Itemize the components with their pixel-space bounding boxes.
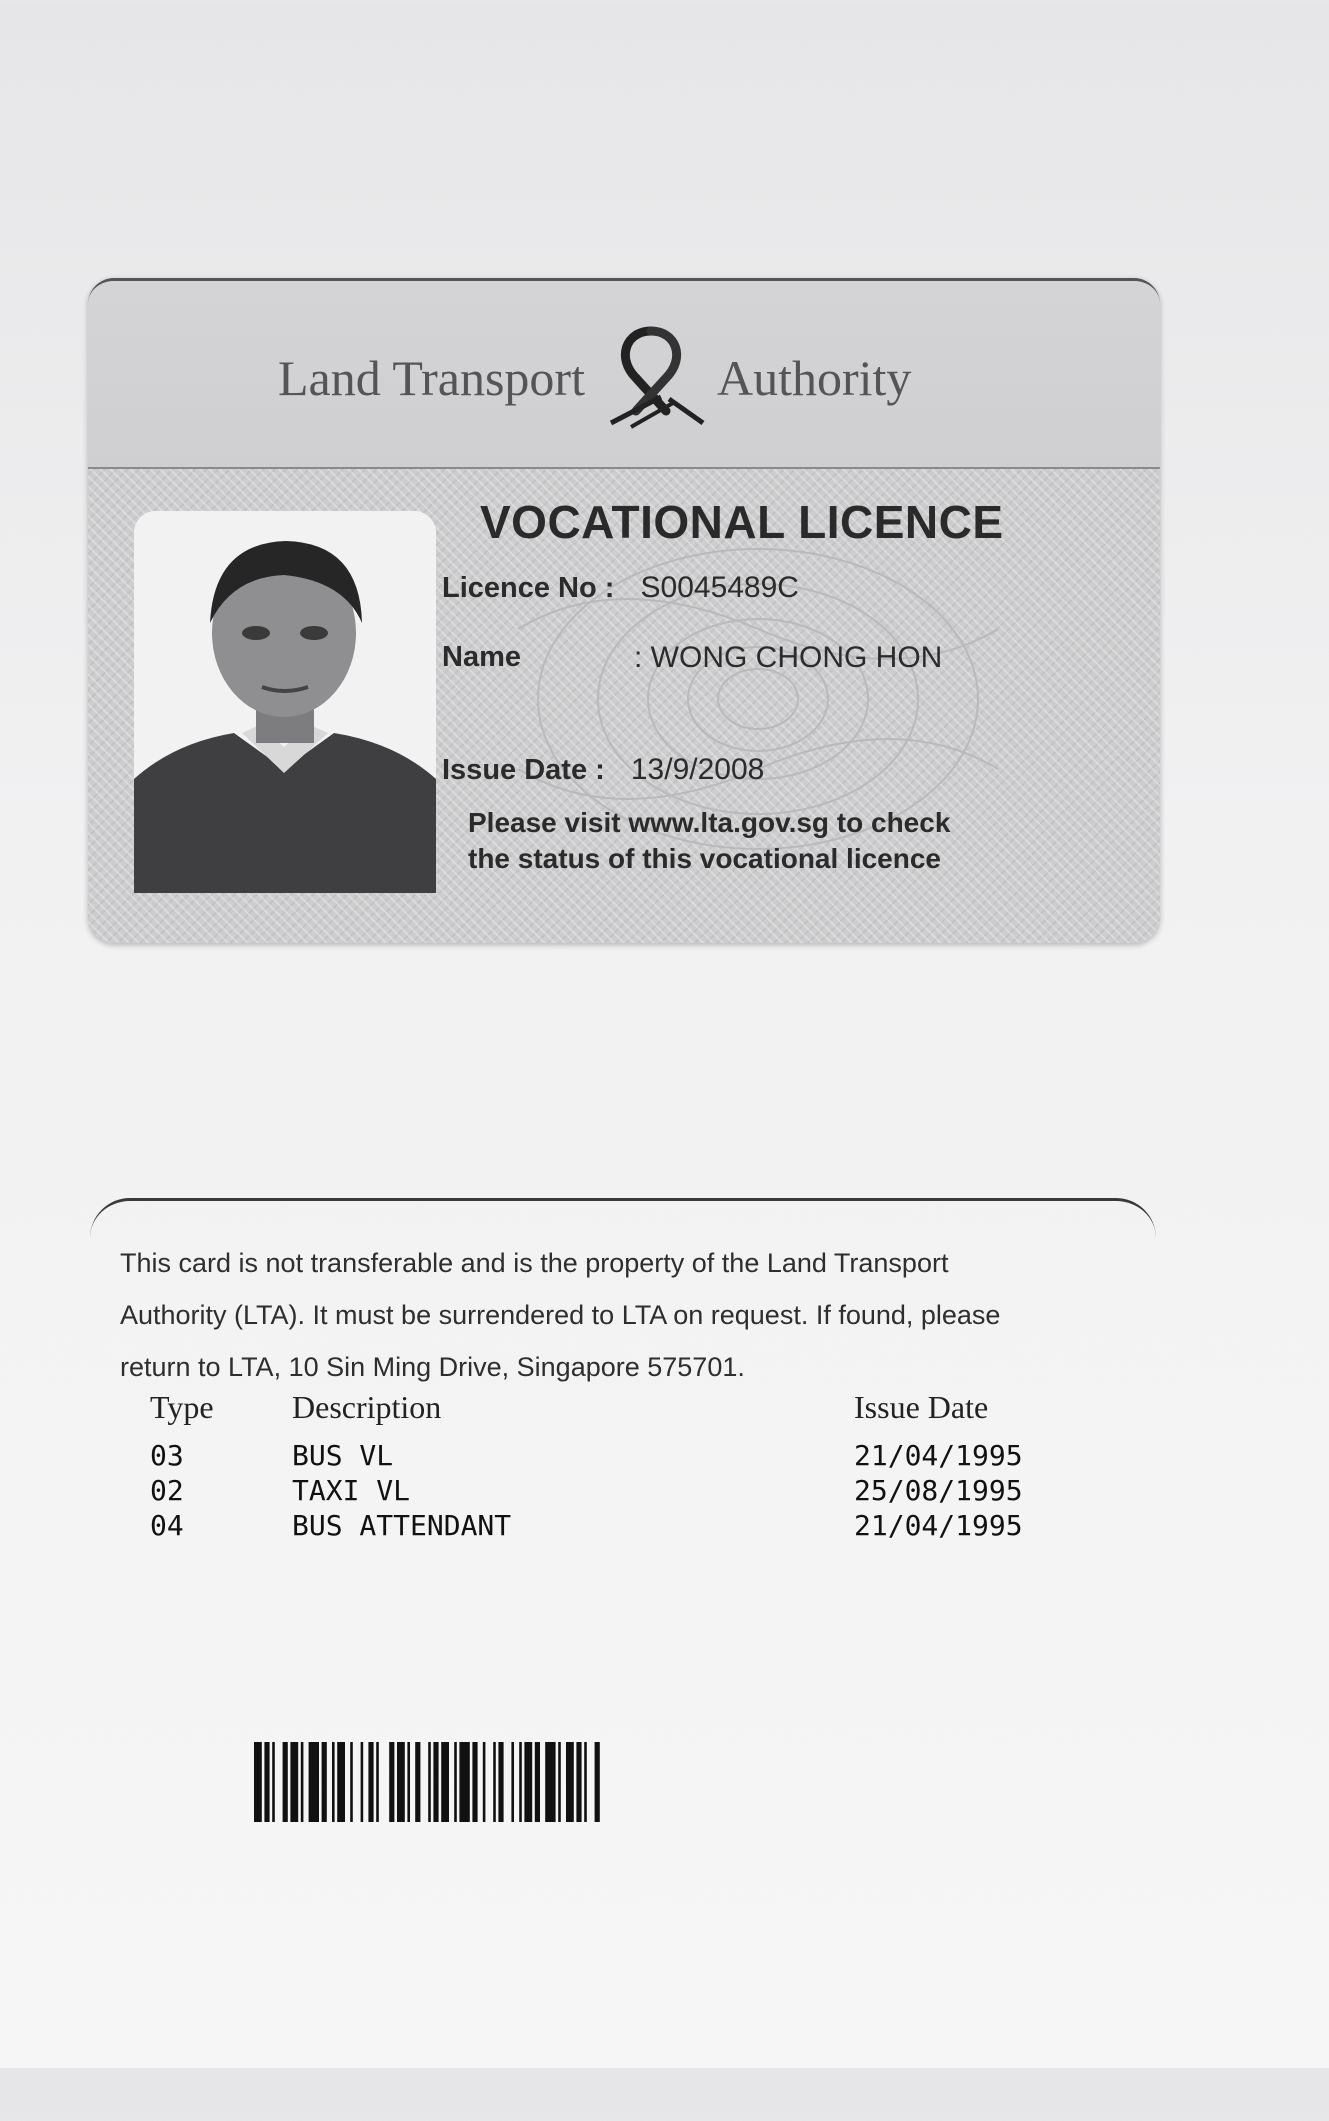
barcode-bar: [576, 1742, 581, 1822]
card-header: [88, 281, 1160, 469]
name-value: : WONG CHONG HON: [634, 641, 943, 674]
barcode-bar: [322, 1742, 327, 1822]
barcode-bar: [433, 1742, 438, 1822]
barcode-bar: [350, 1742, 353, 1822]
barcode-bar: [337, 1742, 345, 1822]
licence-card-front: [88, 278, 1160, 943]
holder-photo: [134, 511, 436, 893]
terms-line: Authority (LTA). It must be surrendered to LTA on request. If found, please: [120, 1300, 1001, 1330]
row-description: BUS ATTENDANT: [292, 1509, 512, 1542]
card-body: [88, 469, 1160, 943]
barcode-bar: [472, 1742, 477, 1822]
barcode-bar: [566, 1742, 574, 1822]
row-issue-date: 21/04/1995: [854, 1439, 1023, 1472]
notice-line: the status of this vocational licence: [468, 843, 942, 874]
lta-logo: [278, 323, 998, 433]
lta-ribbon-icon: [591, 323, 711, 433]
row-type: 02: [150, 1474, 184, 1507]
header-type: Type: [150, 1389, 214, 1425]
barcode-bar: [368, 1742, 373, 1822]
barcode-bar: [407, 1742, 410, 1822]
licence-title: VOCATIONAL LICENCE: [480, 496, 1004, 548]
barcode-bar: [272, 1742, 275, 1822]
barcode-bar: [428, 1742, 431, 1822]
licence-no-label: Licence No :: [442, 572, 615, 604]
table-header: [150, 1389, 1130, 1439]
row-description: TAXI VL: [292, 1474, 411, 1507]
issue-date-value: 13/9/2008: [630, 753, 765, 786]
logo-text-right: Authority: [716, 350, 912, 406]
name-label: Name: [442, 641, 521, 673]
barcode-bar: [498, 1742, 503, 1822]
barcode-bar: [535, 1742, 540, 1822]
barcode-bar: [415, 1742, 420, 1822]
name-field: [442, 641, 1142, 674]
barcode-bar: [441, 1742, 449, 1822]
barcode-bar: [361, 1742, 364, 1822]
notice-line: Please visit www.lta.gov.sg to check: [468, 807, 951, 838]
terms-text: [120, 1237, 1140, 1393]
terms-line: return to LTA, 10 Sin Ming Drive, Singapore 575701.: [120, 1352, 745, 1382]
person-portrait-icon: [134, 511, 436, 893]
barcode-bar: [301, 1742, 304, 1822]
issue-date-field: [442, 753, 764, 787]
row-issue-date: 21/04/1995: [854, 1509, 1023, 1542]
barcode-bar: [397, 1742, 405, 1822]
barcode-bar: [558, 1742, 561, 1822]
barcode-bar: [493, 1742, 496, 1822]
barcode-bar: [376, 1742, 379, 1822]
barcode-bar: [545, 1742, 555, 1822]
barcode-bar: [524, 1742, 532, 1822]
row-description: BUS VL: [292, 1439, 394, 1472]
barcode-bar: [511, 1742, 514, 1822]
licence-card-back: [90, 1198, 1156, 2121]
barcode-bar: [483, 1742, 486, 1822]
row-type: 04: [150, 1509, 184, 1542]
barcode-bar: [283, 1742, 288, 1822]
barcode-bar: [595, 1742, 600, 1822]
issue-date-label: Issue Date :: [442, 754, 605, 786]
barcode-bar: [332, 1742, 335, 1822]
status-check-notice: [468, 805, 950, 877]
barcode-bar: [264, 1742, 269, 1822]
barcode: [254, 1742, 950, 1822]
licence-types-table: [150, 1389, 1130, 1544]
row-type: 03: [150, 1439, 184, 1472]
header-description: Description: [292, 1389, 442, 1425]
barcode-bar: [454, 1742, 457, 1822]
table-row: [150, 1509, 1130, 1544]
barcode-bar: [309, 1742, 319, 1822]
header-issue-date: Issue Date: [854, 1389, 989, 1425]
licence-no-field: [442, 571, 799, 605]
row-issue-date: 25/08/1995: [854, 1474, 1023, 1507]
licence-no-value: S0045489C: [640, 571, 799, 604]
barcode-bar: [584, 1742, 587, 1822]
terms-line: This card is not transferable and is the property of the Land Transport: [120, 1248, 949, 1278]
barcode-bar: [519, 1742, 522, 1822]
table-row: [150, 1474, 1130, 1509]
table-row: [150, 1439, 1130, 1474]
barcode-bar: [290, 1742, 298, 1822]
barcode-bar: [389, 1742, 394, 1822]
barcode-bar: [254, 1742, 262, 1822]
barcode-bar: [459, 1742, 469, 1822]
logo-text-left: Land Transport: [278, 350, 585, 406]
